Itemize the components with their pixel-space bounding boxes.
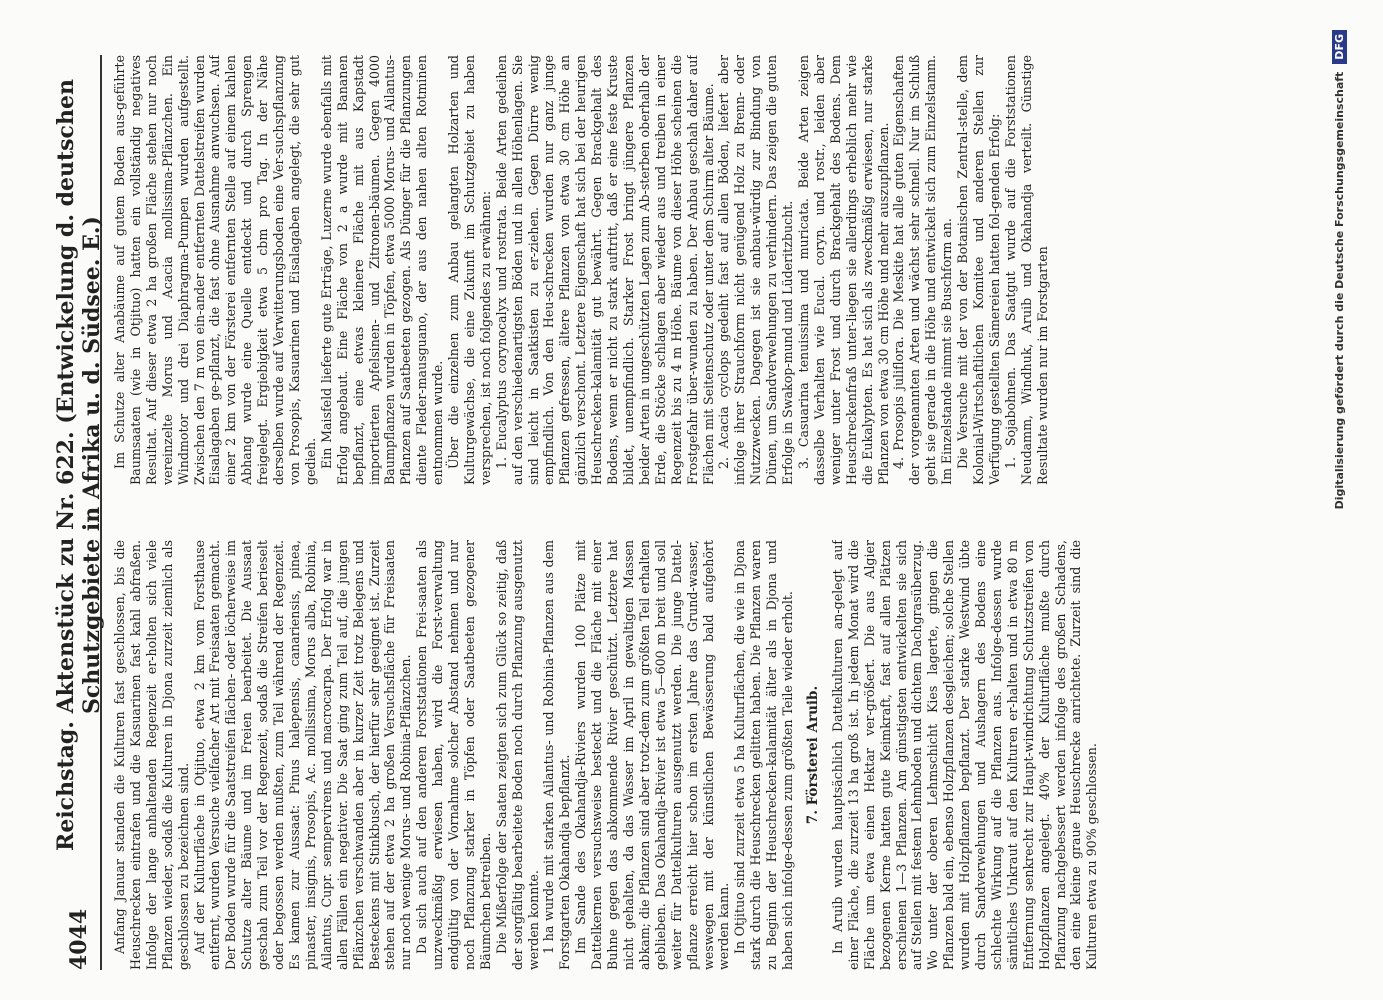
paragraph: Die Mißerfolge der Saaten zeigten sich zum Glück so zeitig, daß der sorgfältig bearbeitete Boden noch durch Pflanzung ausgenutzt werden konnte.: [493, 540, 541, 970]
left-column: [112, 540, 1292, 970]
paragraph: 1. Sojabohnen. Das Saatgut wurde auf die Forststationen Neudamm, Windhuk, Aruib und Okahandja verteilt. Günstige Resultate wurden nur im Forstgarten: [1002, 55, 1050, 485]
paragraph: In Otjituo sind zurzeit etwa 5 ha Kulturflächen, die wie in Djona stark durch die Heuschrecken gelitten haben. Die Pflanzen waren zu Beginn der Heuschrecken-kalamität älter als in Djona und haben sich infolge-dessen zum größten Teile wieder erholt.: [732, 540, 796, 970]
paragraph: Im Sande des Okahandja-Riviers wurden 100 Plätze mit Dattelkernen versuchsweise besteckt und die Fläche mit einer Buhne gegen das abkommende Rivier geschützt. Letztere hat nicht gehalten, da das Wasser im April in gewaltigen Massen abkam; die Pflanzen sind aber trotz-dem zum größten Teil erhalten geblieben. Das Okahandja-Rivier ist etwa 5—600 m breit und soll weiter für Dattelkulturen ausgenutzt werden. Die junge Dattel-pflanze erreicht hier schon im ersten Jahre das Grund-wasser, weswegen mit der künstlichen Bewässerung bald aufgehört werden kann.: [573, 540, 732, 970]
paragraph: Anfang Januar standen die Kulturen fast geschlossen, bis die Heuschrecken eintrafen und die Kasuarinen fast kahl abfraßen. Infolge der lange anhaltenden Regenzeit er-holten sich viele Pflanzen wieder, sodaß die Kulturen in Djona zurzeit ziemlich als geschlossen zu bezeichnen sind.: [112, 540, 191, 970]
digitization-text: Digitalisierung gefördert durch die Deutsche Forschungsgemeinschaft: [1333, 71, 1346, 510]
paragraph: Die Versuche mit der von der Botanischen Zentral-stelle, dem Kolonial-Wirtschaftlichen Komitee und anderen Stellen zur Verfügung gestellten Sämereien hatten fol-genden Erfolg:: [955, 55, 1002, 485]
right-column: [112, 55, 1292, 485]
paragraph: Ein Maisfeld lieferte gute Erträge, Luzerne wurde ebenfalls mit Erfolg angebaut. Eine Fläche von 2 a wurde mit Bananen bepflanzt, eine etwas kleinere Fläche mit aus Kapstadt importierten Apfelsinen- und Zitronen-bäumen. Gegen 4000 Baumpflanzen wurden in Töpfen, etwa 5000 Morus- und Ailantus-Pflanzen auf Saatbeeten gezogen. Als Dünger für die Pflanzungen diente Fleder-mausguano, der aus den nahen alten Rotminen entnommen wurde.: [318, 55, 446, 485]
paragraph: Da sich auch auf den anderen Forststationen Frei-saaten als unzweckmäßig erwiesen haben, wird die Forst-verwaltung endgültig von der Vornahme solcher Abstand nehmen und nur noch Pflanzung starker in Töpfen oder Saatbeeten gezogener Bäumchen betreiben.: [414, 540, 493, 970]
paragraph: In Aruib wurden hauptsächlich Dattelkulturen an-gelegt auf einer Fläche, die zurzeit 13 ha groß ist. In jedem Monat wird die Fläche um etwa einen Hektar ver-größert. Die aus Algier bezogenen Kerne hatten gute Keimkraft, fast auf allen Plätzen erschienen 1—3 Pflanzen. Am günstigsten entwickelten sie sich auf Stellen mit festem Lehmboden und dichtem Dachgrasüberzug. Wo unter der oberen Lehmschicht Kies lagerte, gingen die Pflanzen bald ein, ebenso Holzpflanzen desgleichen; solche Stellen wurden mit Holzpflanzen bepflanzt. Der starke Westwind übte durch Sandverwehungen und Aushagern des Bodens eine schlechte Wirkung auf die Pflanzen aus. Infolge-dessen wurde sämtliches Unkraut auf den Kulturen er-halten und in etwa 80 m Entfernung senkrecht zur Haupt-windrichtung Schutzstreifen von Holzpflanzen angelegt. 40% der Kulturfläche mußte durch Pflanzung nachgebessert werden infolge des großen Schadens, den eine kleine graue Heuschrecke anrichtete. Zurzeit sind die Kulturen etwa zu 90% geschlossen.: [829, 540, 1100, 970]
paragraph: 3. Casuarina tenuissima und muricata. Beide Arten zeigen dasselbe Verhalten wie Eucal. coryn. und rostr., leiden aber weniger unter Frost und durch Brackgehalt des Bodens. Dem Heuschreckenfraß unter-liegen sie allerdings erheblich mehr wie die Eukalypten. Es hat sich als zweckmäßig erwiesen, nur starke Pflanzen von etwa 30 cm Höhe und mehr auszupflanzen.: [795, 55, 891, 485]
paragraph: 2. Acacia cyclops gedeiht fast auf allen Böden, liefert aber infolge ihrer Strauchform nicht genügend Holz zu Brenn- oder Nutzzwecken. Dagegen ist sie anbau-würdig zur Bindung von Dünen, um Sandverwehungen zu verhindern. Das zeigen die guten Erfolge in Swakop-mund und Lüderitzbucht.: [716, 55, 796, 485]
paragraph: 4. Prosopis juliflora. Die Meskite hat alle guten Eigenschaften der vorgenannten Arten und wächst sehr schnell. Nur im Schluß geht sie gerade in die Höhe und entwickelt sich zum Einzelstamm. Im Einzelstande nimmt sie Buschform an.: [891, 55, 955, 485]
page-header: [53, 55, 105, 970]
digitization-note: [1332, 30, 1347, 990]
paragraph: 1 ha wurde mit starken Ailantus- und Robinia-Pflanzen aus dem Forstgarten Okahandja bepflanzt.: [541, 540, 573, 970]
section-heading: 7. Försterei Aruib.: [804, 685, 821, 825]
paragraph: Auf der Kulturfläche in Otjituo, etwa 2 km vom Forsthause entfernt, wurden Versuche vielfacher Art mit Freisaaten gemacht. Der Boden wurde für die Saatstreifen flächen- oder löcherweise im Schutze alter Bäume und im Freien bearbeitet. Die Aussaat geschah zum Teil vor der Regenzeit, sodaß die Streifen berieselt oder begossen werden mußten, zum Teil während der Regenzeit. Es kamen zur Aussaat: Pinus halepensis, canariensis, pinea, pinaster, insignis, Prosopis, Ac. mollissima, Morus alba, Robinia, Ailantus, Cupr. sempervirens und macrocarpa. Der Erfolg war in allen Fällen ein negativer. Die Saat ging zum Teil auf, die jungen Pflänzchen verschwanden aber in kurzer Zeit trotz Belegens und Besteckens mit Stinkbusch, der hierfür sehr geeignet ist. Zurzeit stehen auf der etwa 2 ha großen Versuchsfläche für Freisaaten nur noch wenige Morus- und Robinia-Pflänzchen.: [191, 540, 414, 970]
paragraph: Im Schutze alter Anabäume auf gutem Boden aus-geführte Baumsaaten (wie in Otjituo) hatten ein vollständig negatives Resultat. Auf dieser etwa 2 ha großen Fläche stehen nur noch vereinzelte Morus und Acacia mollissima-Pflänzchen. Ein Windmotor und drei Diaphragma-Pumpen wurden aufgestellt. Zwischen den 7 m von ein-ander entfernten Dattelstreifen wurden Eisalagaben ge-pflanzt, die fast ohne Ausnahme anwuchsen. Auf einer 2 km von der Försterei entfernten Stelle auf einem kahlen Abhang wurde eine Quelle entdeckt und durch Sprengen freigelegt. Ergiebigkeit etwa 5 cbm pro Tag. In der Nähe derselben wurde auf Verwitterungsboden eine Ver-suchspflanzung von Prosopis, Kasuarinen und Eisalagaben angelegt, die sehr gut gedieh.: [112, 55, 318, 485]
running-title: Reichstag. Aktenstück zu Nr. 622. (Entwickelung d. deutschen Schutzgebiete in Afrika u. d. Südsee. E.): [53, 79, 105, 851]
paragraph: 1. Eucalyptus corynocalyx und rostrata. Beide Arten gedeihen auf den verschiedenartigsten Böden und in allen Höhenlagen. Sie sind leicht in Saatkisten zu er-ziehen. Gegen Dürre wenig empfindlich. Von den Heu-schrecken wurden nur ganz junge Pflanzen gefressen, ältere Pflanzen von etwa 30 cm Höhe an gänzlich verschont. Letztere Eigenschaft hat sich bei der heurigen Heuschrecken-kalamität gut bewährt. Gegen Brackgehalt des Bodens, wenn er nicht zu stark auftritt, daß er eine feste Kruste bildet, unempfindlich. Starker Frost bringt jüngere Pflanzen beider Arten in ungeschützten Lagen zum Ab-sterben oberhalb der Erde, die Stöcke schlagen aber wieder aus und treiben in einer Regenzeit bis zu 4 m Höhe. Bäume von dieser Höhe scheinen die Frostgefahr über-wunden zu haben. Der Anbau geschah daher auf Flächen mit Seitenschutz oder unter dem Schirm alter Bäume.: [493, 55, 716, 485]
dfg-logo: DFG: [1332, 30, 1347, 64]
page-number: 4044: [66, 908, 92, 970]
paragraph: Über die einzelnen zum Anbau gelangten Holzarten und Kulturgewächse, die eine Zukunft im Schutzgebiet zu haben versprechen, ist noch folgendes zu erwähnen:: [446, 55, 493, 485]
